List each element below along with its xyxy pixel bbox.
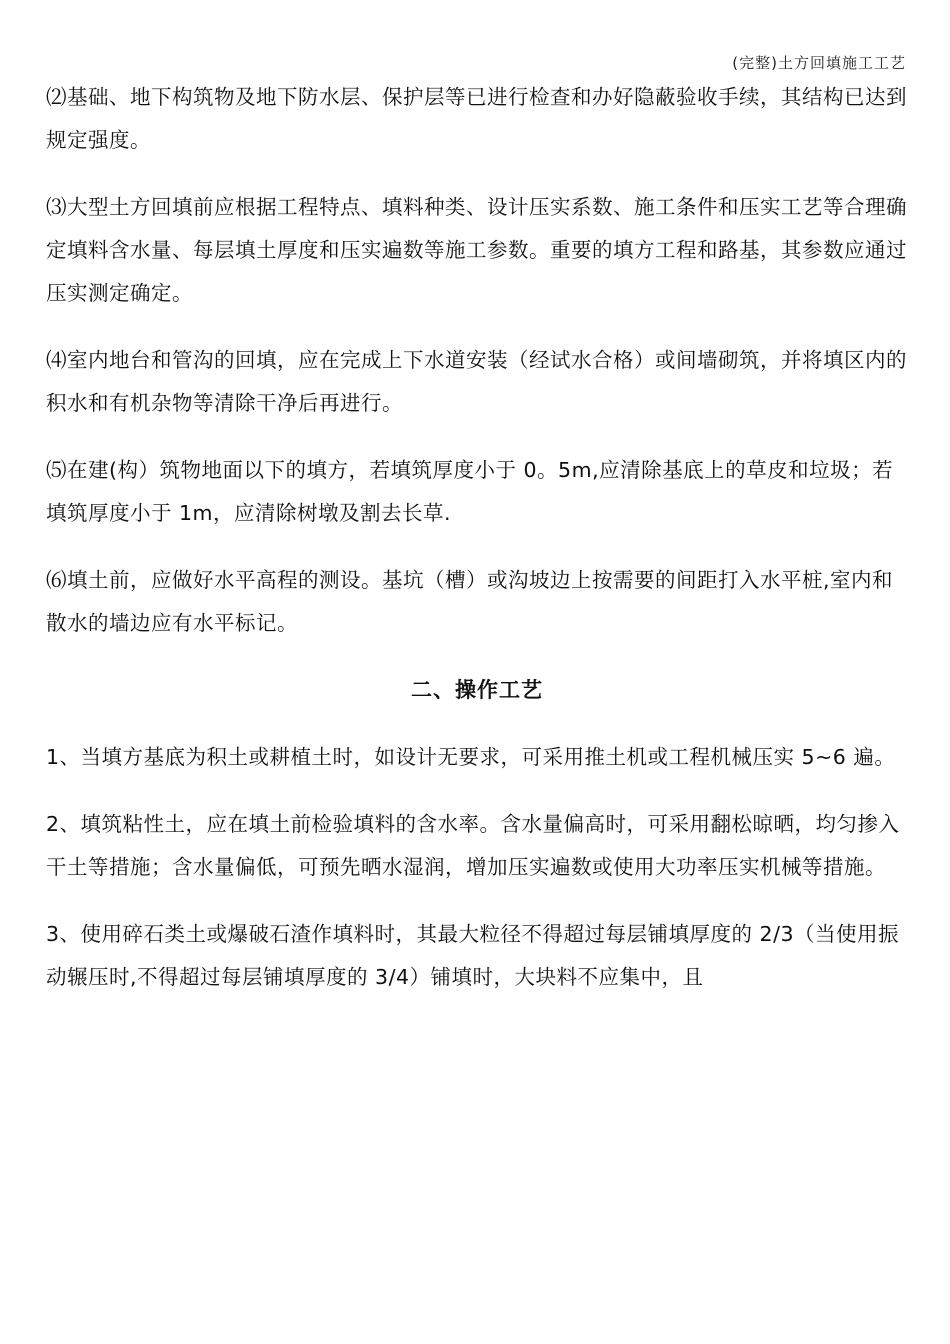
document-body bbox=[46, 76, 908, 1023]
step-1: 1、当填方基底为积土或耕植土时，如设计无要求，可采用推土机或工程机械压实 5~6 遍。 bbox=[46, 745, 896, 769]
step-2: 2、填筑粘性土，应在填土前检验填料的含水率。含水量偏高时，可采用翻松晾晒，均匀掺入干土等措施；含水量偏低，可预先晒水湿润，增加压实遍数或使用大功率压实机械等措施。 bbox=[46, 812, 900, 879]
paragraph-5: ⑸在建(构）筑物地面以下的填方，若填筑厚度小于 0。5m,应清除基底上的草皮和垃圾；若填筑厚度小于 1m，应清除树墩及割去长草. bbox=[46, 458, 894, 525]
paragraph-6: ⑹填土前，应做好水平高程的测设。基坑（槽）或沟坡边上按需要的间距打入水平桩,室内和散水的墙边应有水平标记。 bbox=[46, 568, 894, 635]
section-heading: 二、操作工艺 bbox=[411, 678, 543, 702]
paragraph-4: ⑷室内地台和管沟的回填，应在完成上下水道安装（经试水合格）或间墙砌筑，并将填区内的积水和有机杂物等清除干净后再进行。 bbox=[46, 348, 907, 415]
paragraph-2: ⑵基础、地下构筑物及地下防水层、保护层等已进行检查和办好隐蔽验收手续，其结构已达到规定强度。 bbox=[46, 85, 907, 152]
running-header: (完整)土方回填施工工艺 bbox=[732, 54, 906, 72]
paragraph-3: ⑶大型土方回填前应根据工程特点、填料种类、设计压实系数、施工条件和压实工艺等合理确定填料含水量、每层填土厚度和压实遍数等施工参数。重要的填方工程和路基，其参数应通过压实测定确定。 bbox=[46, 195, 907, 305]
step-3: 3、使用碎石类土或爆破石渣作填料时，其最大粒径不得超过每层铺填厚度的 2/3（当使用振动辗压时,不得超过每层铺填厚度的 3/4）铺填时，大块料不应集中，且 bbox=[46, 922, 900, 989]
